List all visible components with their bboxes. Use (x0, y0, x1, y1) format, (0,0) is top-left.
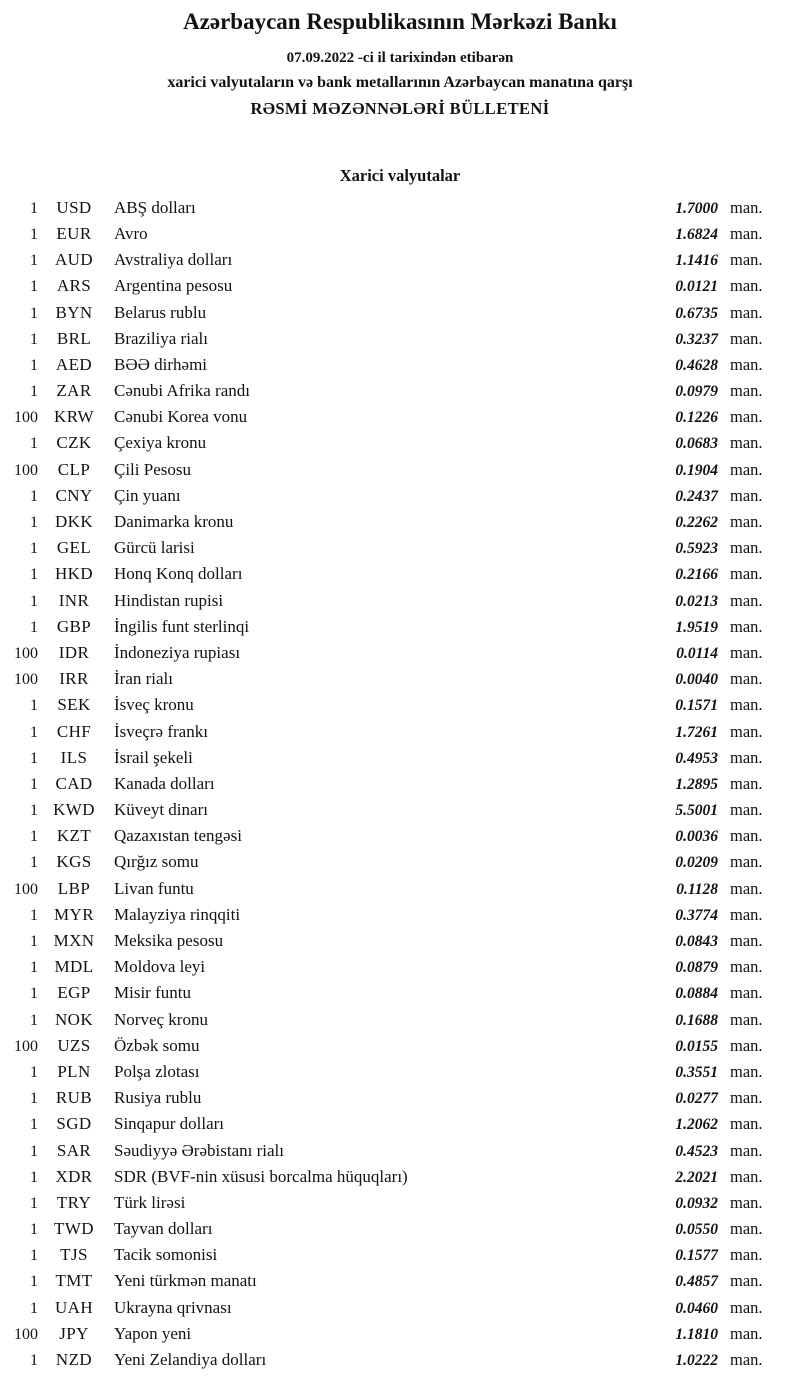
currency-name: Qazaxıstan tengəsi (114, 826, 242, 846)
unit-label: man. (730, 773, 763, 793)
rate-row (6, 1111, 770, 1137)
currency-code: TWD (54, 1219, 94, 1239)
unit-label: man. (730, 1114, 763, 1134)
unit-label: man. (730, 826, 763, 846)
currency-quantity: 100 (14, 461, 38, 479)
currency-quantity: 1 (30, 566, 38, 584)
currency-code: NOK (54, 1009, 94, 1029)
currency-code: HKD (54, 564, 94, 584)
rate-row (6, 561, 770, 587)
rate-row (6, 849, 770, 875)
currency-quantity: 1 (30, 1011, 38, 1029)
currency-code: DKK (54, 512, 94, 531)
currency-code: KRW (54, 407, 94, 427)
unit-label: man. (730, 485, 763, 505)
currency-quantity: 100 (14, 671, 38, 689)
currency-code: SAR (56, 1140, 92, 1160)
currency-code: EGP (57, 983, 91, 1003)
exchange-rate: 1.1416 (675, 252, 718, 270)
currency-quantity: 1 (30, 618, 38, 636)
exchange-rate: 0.0040 (675, 671, 718, 689)
unit-label: man. (730, 1061, 763, 1081)
currency-code: UZS (57, 1035, 91, 1055)
currency-quantity: 1 (30, 199, 38, 217)
currency-code: PLN (57, 1061, 91, 1081)
unit-label: man. (730, 931, 763, 950)
unit-label: man. (730, 276, 763, 296)
currency-code: AUD (54, 250, 94, 270)
currency-quantity: 1 (30, 225, 38, 243)
exchange-rate: 0.0213 (675, 592, 718, 610)
rate-row (6, 1242, 770, 1268)
rate-row (6, 876, 770, 902)
rate-row (6, 614, 770, 640)
exchange-rate: 0.1904 (675, 461, 718, 479)
currency-name: Çili Pesosu (114, 459, 191, 479)
exchange-rate: 0.4953 (675, 749, 718, 767)
currency-name: SDR (BVF-nin xüsusi borcalma hüquqları) (114, 1166, 408, 1186)
currency-name: Türk lirəsi (114, 1192, 186, 1212)
exchange-rate: 2.2021 (675, 1168, 718, 1186)
exchange-rate: 0.1128 (676, 880, 718, 898)
exchange-rate: 0.3237 (675, 330, 718, 348)
currency-name: İndoneziya rupiası (114, 642, 241, 662)
unit-label: man. (730, 1219, 763, 1239)
currency-code: MXN (53, 931, 95, 950)
rate-row (6, 902, 770, 928)
rate-row (6, 745, 770, 771)
currency-code: CNY (55, 485, 93, 505)
currency-code: JPY (59, 1323, 89, 1343)
currency-quantity: 1 (30, 959, 38, 977)
currency-quantity: 100 (14, 409, 38, 427)
unit-label: man. (730, 747, 763, 767)
exchange-rate: 0.0979 (675, 383, 718, 401)
unit-label: man. (730, 250, 763, 270)
currency-name: Cənubi Korea vonu (114, 407, 248, 427)
unit-label: man. (730, 1271, 763, 1291)
exchange-rate: 0.0155 (675, 1037, 718, 1055)
exchange-rate: 0.0460 (675, 1299, 718, 1317)
unit-label: man. (730, 459, 763, 479)
rate-row (6, 1033, 770, 1059)
currency-name: İsveç kronu (114, 695, 194, 715)
currency-quantity: 1 (30, 1168, 38, 1186)
rate-row (6, 535, 770, 561)
exchange-rate: 1.6824 (675, 225, 718, 243)
unit-label: man. (730, 695, 763, 715)
currency-code: XDR (55, 1166, 93, 1186)
exchange-rate: 0.0036 (675, 828, 718, 846)
exchange-rate: 0.1577 (675, 1247, 718, 1265)
currency-name: Avro (114, 223, 148, 243)
exchange-rate: 0.4857 (675, 1273, 718, 1291)
currency-name: Gürcü larisi (114, 538, 195, 558)
currency-code: LBP (57, 878, 91, 898)
currency-quantity: 1 (30, 487, 38, 505)
rate-row (6, 1190, 770, 1216)
unit-label: man. (730, 983, 763, 1003)
currency-quantity: 100 (14, 1325, 38, 1343)
currency-name: Səudiyyə Ərəbistanı rialı (114, 1140, 284, 1160)
currency-code: IRR (59, 669, 89, 689)
exchange-rate: 5.5001 (675, 802, 718, 820)
exchange-rate: 0.0209 (675, 854, 718, 872)
unit-label: man. (730, 223, 763, 243)
rate-row (6, 1138, 770, 1164)
currency-quantity: 1 (30, 1273, 38, 1291)
currency-name: Ukrayna qrivnası (114, 1297, 232, 1317)
currency-quantity: 1 (30, 1116, 38, 1134)
rate-row (6, 404, 770, 430)
currency-quantity: 1 (30, 252, 38, 270)
exchange-rate: 0.1571 (675, 697, 718, 715)
unit-label: man. (730, 433, 763, 453)
unit-label: man. (730, 538, 763, 558)
rate-row (6, 719, 770, 745)
currency-code: UAH (54, 1297, 94, 1317)
unit-label: man. (730, 904, 763, 924)
currency-code: CZK (56, 433, 92, 453)
currency-name: Avstraliya dolları (114, 250, 233, 270)
currency-code: SEK (57, 695, 91, 715)
unit-label: man. (730, 1166, 763, 1186)
currency-name: Hindistan rupisi (114, 590, 224, 610)
rate-row (6, 273, 770, 299)
unit-label: man. (730, 669, 763, 689)
currency-code: SGD (56, 1114, 92, 1134)
exchange-rate: 1.7261 (675, 723, 718, 741)
unit-label: man. (730, 1140, 763, 1160)
rate-row (6, 509, 770, 535)
currency-code: AED (55, 354, 93, 374)
rate-row (6, 430, 770, 456)
currency-quantity: 1 (30, 1142, 38, 1160)
currency-code: MDL (54, 957, 94, 977)
rate-row (6, 640, 770, 666)
unit-label: man. (730, 381, 763, 401)
currency-name: Norveç kronu (114, 1009, 208, 1029)
currency-quantity: 1 (30, 1090, 38, 1108)
rate-row (6, 928, 770, 954)
currency-name: Kanada dolları (114, 773, 215, 793)
currency-quantity: 1 (30, 985, 38, 1003)
currency-name: Yeni Zelandiya dolları (114, 1350, 267, 1369)
exchange-rate: 0.1688 (675, 1011, 718, 1029)
unit-label: man. (730, 878, 763, 898)
exchange-rate: 1.2895 (675, 775, 718, 793)
rate-row (6, 1007, 770, 1033)
rate-row (6, 1347, 770, 1373)
bulletin-title-line: RƏSMİ MƏZƏNNƏLƏRİ BÜLLETENİ (250, 98, 550, 118)
currency-name: Tacik somonisi (114, 1245, 218, 1265)
currency-name: Yapon yeni (114, 1323, 192, 1343)
currency-code: EUR (56, 223, 92, 243)
currency-name: Livan funtu (114, 878, 194, 898)
currency-name: Braziliya rialı (114, 328, 208, 348)
currency-quantity: 1 (30, 330, 38, 348)
currency-quantity: 1 (30, 802, 38, 820)
unit-label: man. (730, 721, 763, 741)
currency-quantity: 1 (30, 356, 38, 374)
exchange-rate: 0.0683 (675, 435, 718, 453)
currency-code: TRY (56, 1192, 92, 1212)
unit-label: man. (730, 564, 763, 584)
description-line: xarici valyutaların və bank metallarının Azərbaycan manatına qarşı (167, 73, 633, 91)
rate-row (6, 666, 770, 692)
currency-name: Çin yuanı (114, 485, 181, 505)
currency-code: GBP (56, 616, 92, 636)
exchange-rate: 1.1810 (675, 1325, 718, 1343)
rate-row (6, 378, 770, 404)
exchange-rate: 0.0277 (675, 1090, 718, 1108)
rate-row (6, 692, 770, 718)
currency-code: CLP (57, 459, 91, 479)
currency-code: INR (58, 590, 90, 610)
exchange-rate: 0.6735 (675, 304, 718, 322)
rates-table (0, 195, 800, 1373)
currency-quantity: 1 (30, 540, 38, 558)
rate-row (6, 483, 770, 509)
unit-label: man. (730, 1192, 763, 1212)
rate-row (6, 1321, 770, 1347)
rate-row (6, 771, 770, 797)
currency-name: ABŞ dolları (114, 197, 196, 217)
rate-row (6, 588, 770, 614)
exchange-rate: 0.0121 (675, 278, 718, 296)
currency-code: MYR (54, 904, 94, 924)
rate-row (6, 954, 770, 980)
currency-name: Argentina pesosu (114, 276, 233, 296)
currency-name: Honq Konq dolları (114, 564, 243, 584)
exchange-rate: 1.7000 (675, 199, 718, 217)
unit-label: man. (730, 302, 763, 322)
currency-code: TMT (55, 1271, 93, 1291)
rate-row (6, 300, 770, 326)
unit-label: man. (730, 197, 763, 217)
unit-label: man. (730, 852, 763, 872)
currency-quantity: 1 (30, 1352, 38, 1369)
currency-quantity: 1 (30, 697, 38, 715)
currency-code: BYN (55, 302, 93, 322)
exchange-rate: 0.5923 (675, 540, 718, 558)
currency-name: BƏƏ dirhəmi (114, 354, 208, 374)
exchange-rate: 0.0843 (675, 933, 718, 950)
currency-quantity: 1 (30, 1247, 38, 1265)
rate-row (6, 221, 770, 247)
rate-row (6, 1295, 770, 1321)
unit-label: man. (730, 957, 763, 977)
currency-name: Misir funtu (114, 983, 191, 1003)
currency-name: Moldova leyi (114, 957, 206, 977)
rate-row (6, 247, 770, 273)
currency-quantity: 1 (30, 828, 38, 846)
currency-quantity: 1 (30, 775, 38, 793)
currency-code: GEL (56, 538, 92, 558)
exchange-rate: 0.0884 (675, 985, 718, 1003)
rate-row (6, 326, 770, 352)
unit-label: man. (730, 328, 763, 348)
currency-quantity: 1 (30, 933, 38, 950)
currency-code: KGS (56, 852, 92, 872)
currency-quantity: 1 (30, 723, 38, 741)
unit-label: man. (730, 1350, 763, 1369)
currency-code: BRL (56, 328, 92, 348)
rate-row (6, 1059, 770, 1085)
exchange-rate: 1.2062 (675, 1116, 718, 1134)
currency-name: Tayvan dolları (114, 1219, 213, 1239)
rate-row (6, 823, 770, 849)
currency-code: RUB (55, 1088, 93, 1108)
currency-quantity: 1 (30, 514, 38, 531)
currency-name: Cənubi Afrika randı (114, 381, 250, 401)
currency-name: Özbək somu (114, 1035, 200, 1055)
unit-label: man. (730, 1088, 763, 1108)
currency-code: CHF (56, 721, 92, 741)
exchange-rate: 0.2262 (675, 514, 718, 531)
exchange-rate: 0.0879 (675, 959, 718, 977)
currency-name: İsveçrə frankı (114, 721, 208, 741)
currency-code: ARS (56, 276, 92, 296)
currency-quantity: 1 (30, 749, 38, 767)
currency-quantity: 1 (30, 383, 38, 401)
currency-quantity: 1 (30, 304, 38, 322)
currency-name: İran rialı (114, 669, 173, 689)
currency-code: KZT (56, 826, 92, 846)
currency-quantity: 100 (14, 880, 38, 898)
section-title-foreign-currencies: Xarici valyutalar (339, 165, 461, 185)
currency-code: USD (56, 197, 92, 217)
rate-row (6, 1268, 770, 1294)
unit-label: man. (730, 1297, 763, 1317)
currency-name: Polşa zlotası (114, 1061, 200, 1081)
currency-name: Sinqapur dolları (114, 1114, 225, 1134)
currency-code: NZD (55, 1350, 93, 1369)
currency-quantity: 1 (30, 906, 38, 924)
unit-label: man. (730, 590, 763, 610)
currency-quantity: 1 (30, 854, 38, 872)
currency-code: TJS (60, 1245, 88, 1265)
currency-quantity: 100 (14, 644, 38, 662)
currency-name: Malayziya rinqqiti (114, 904, 241, 924)
currency-name: Çexiya kronu (114, 433, 207, 453)
bank-title: Azərbaycan Respublikasının Mərkəzi Bankı (183, 9, 617, 34)
unit-label: man. (730, 616, 763, 636)
currency-name: İngilis funt sterlinqi (114, 616, 250, 636)
currency-name: Yeni türkmən manatı (114, 1271, 257, 1291)
currency-name: Meksika pesosu (114, 931, 224, 950)
currency-name: İsrail şekeli (114, 747, 193, 767)
currency-quantity: 1 (30, 1194, 38, 1212)
exchange-rate: 0.4523 (675, 1142, 718, 1160)
unit-label: man. (730, 1035, 763, 1055)
currency-code: IDR (58, 642, 90, 662)
rate-row (6, 797, 770, 823)
unit-label: man. (730, 512, 763, 531)
rate-row (6, 1085, 770, 1111)
effective-date-line: 07.09.2022 -ci il tarixindən etibarən (286, 49, 514, 66)
rate-row (6, 980, 770, 1006)
exchange-rate: 1.0222 (675, 1352, 718, 1369)
unit-label: man. (730, 1323, 763, 1343)
currency-quantity: 1 (30, 278, 38, 296)
currency-name: Rusiya rublu (114, 1088, 202, 1108)
unit-label: man. (730, 1245, 763, 1265)
unit-label: man. (730, 800, 763, 820)
currency-quantity: 100 (14, 1037, 38, 1055)
currency-name: Küveyt dinarı (114, 800, 208, 820)
exchange-rate: 0.2437 (675, 487, 718, 505)
currency-name: Danimarka kronu (114, 512, 234, 531)
unit-label: man. (730, 354, 763, 374)
currency-quantity: 1 (30, 1063, 38, 1081)
exchange-rate: 1.9519 (675, 618, 718, 636)
currency-code: ILS (60, 747, 88, 767)
currency-name: Qırğız somu (114, 852, 199, 872)
currency-quantity: 1 (30, 435, 38, 453)
exchange-rate: 0.1226 (675, 409, 718, 427)
exchange-rate: 0.0932 (675, 1194, 718, 1212)
currency-code: KWD (53, 800, 95, 820)
exchange-rate: 0.2166 (675, 566, 718, 584)
bulletin-header (0, 8, 800, 119)
exchange-rate: 0.4628 (675, 356, 718, 374)
rate-row (6, 1216, 770, 1242)
rate-row (6, 352, 770, 378)
unit-label: man. (730, 1009, 763, 1029)
rate-row (6, 1164, 770, 1190)
unit-label: man. (730, 642, 763, 662)
currency-quantity: 1 (30, 1221, 38, 1239)
currency-code: ZAR (56, 381, 92, 401)
unit-label: man. (730, 407, 763, 427)
rate-row (6, 195, 770, 221)
rate-row (6, 457, 770, 483)
exchange-rate: 0.3774 (675, 906, 718, 924)
exchange-rate: 0.0550 (675, 1221, 718, 1239)
exchange-rate: 0.0114 (676, 644, 718, 662)
currency-name: Belarus rublu (114, 302, 207, 322)
exchange-rate: 0.3551 (675, 1063, 718, 1081)
currency-quantity: 1 (30, 1299, 38, 1317)
currency-quantity: 1 (30, 592, 38, 610)
currency-code: CAD (55, 773, 93, 793)
